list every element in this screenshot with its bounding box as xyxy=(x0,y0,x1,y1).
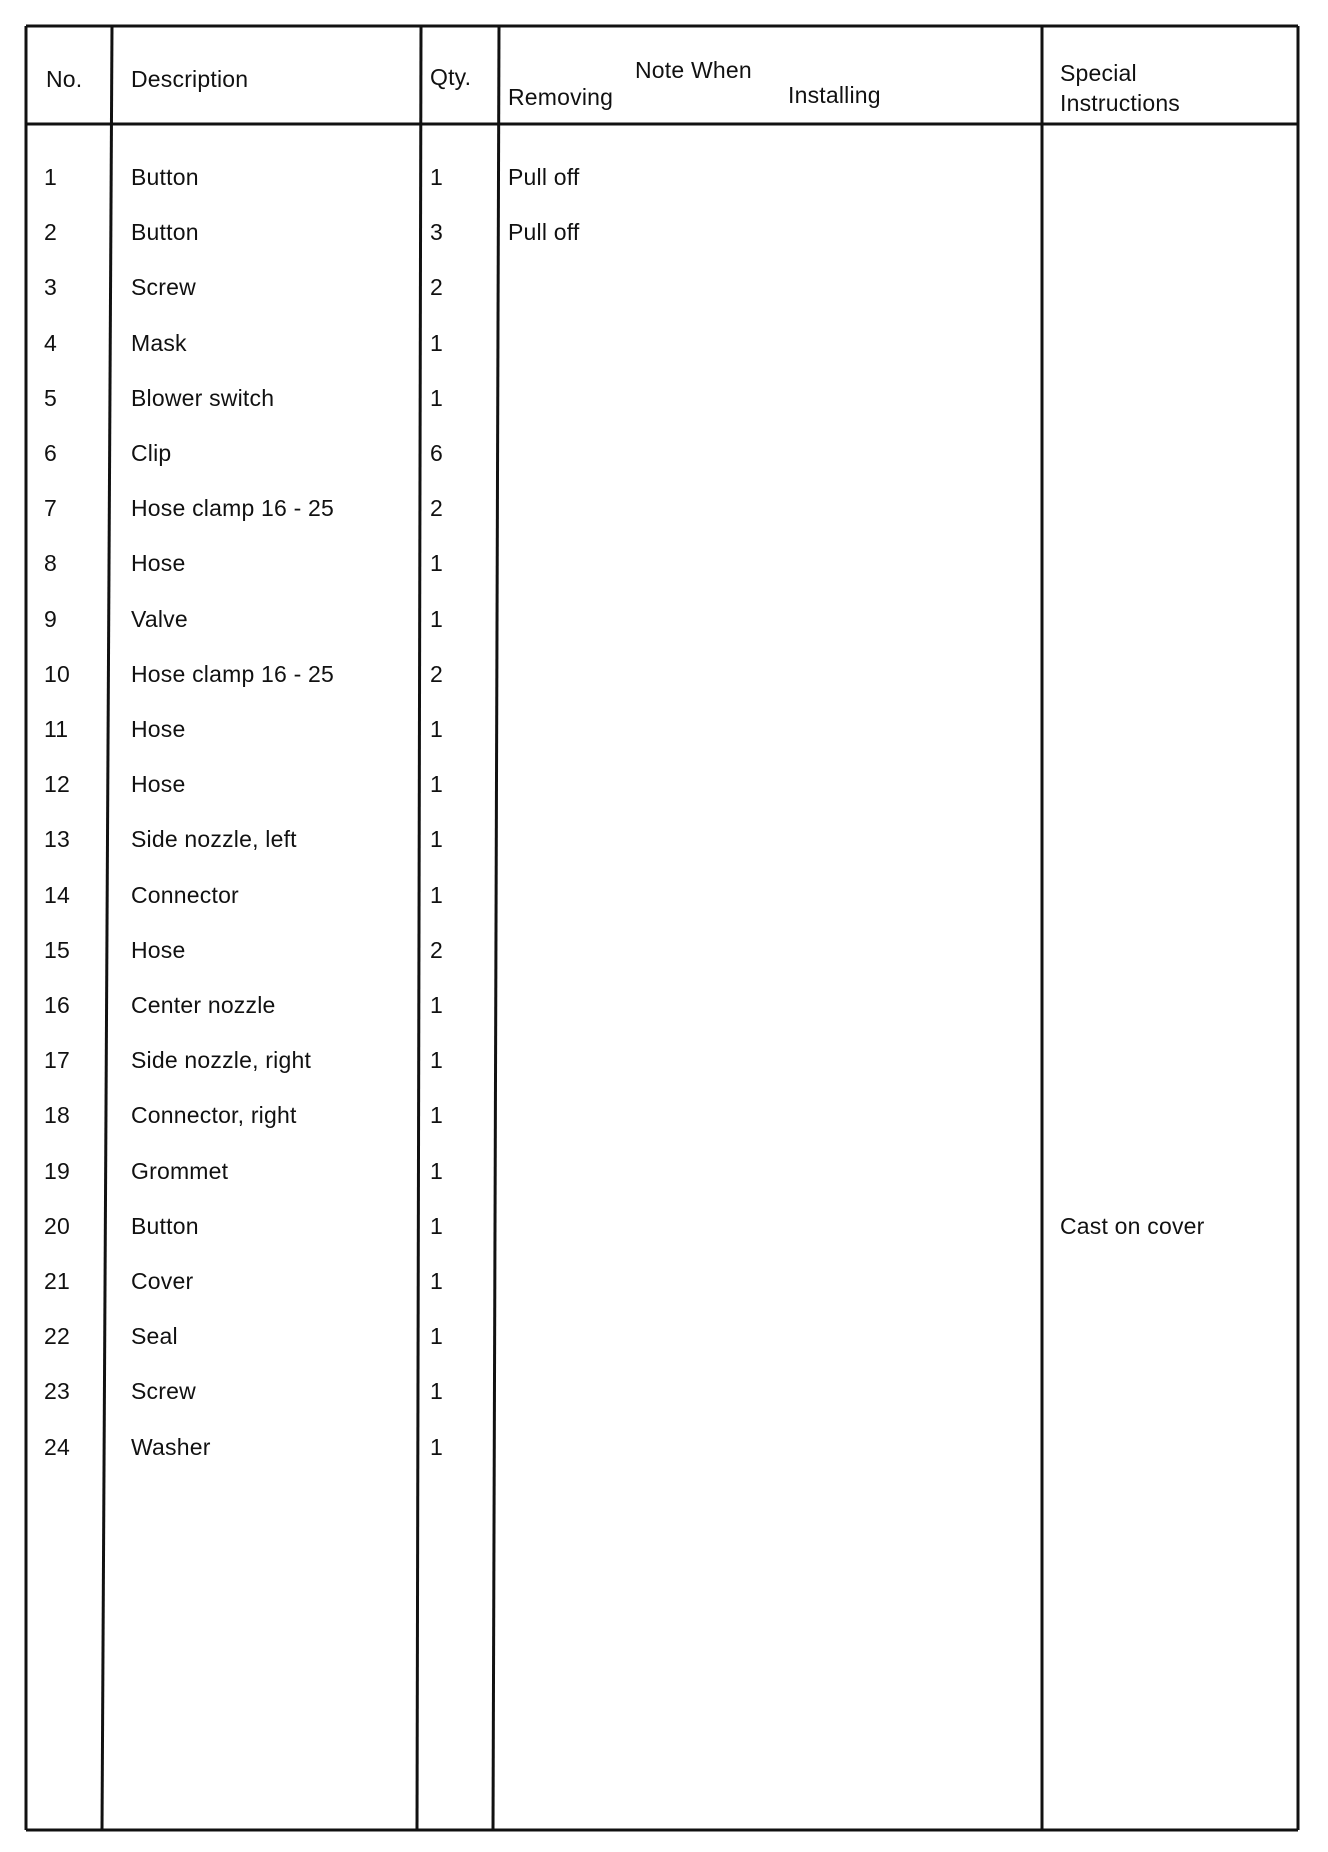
row-no: 7 xyxy=(44,495,57,521)
divider-description xyxy=(417,26,421,1830)
row-no: 8 xyxy=(44,550,57,576)
row-description: Valve xyxy=(131,606,188,632)
row-no: 23 xyxy=(44,1378,70,1404)
row-no: 15 xyxy=(44,937,70,963)
header-note-when: Note When xyxy=(635,57,752,83)
header-no: No. xyxy=(46,66,83,92)
row-removing: Pull off xyxy=(508,219,580,245)
row-description: Screw xyxy=(131,1378,196,1404)
row-description: Clip xyxy=(131,440,172,466)
row-no: 9 xyxy=(44,606,57,632)
row-description: Blower switch xyxy=(131,385,275,411)
row-no: 20 xyxy=(44,1213,70,1239)
header-instructions: Instructions xyxy=(1060,90,1181,116)
row-description: Side nozzle, left xyxy=(131,826,297,852)
row-qty: 2 xyxy=(430,274,443,300)
header-qty: Qty. xyxy=(430,64,472,90)
row-description: Button xyxy=(131,164,199,190)
divider-qty xyxy=(493,26,499,1830)
row-no: 16 xyxy=(44,992,70,1018)
row-description: Center nozzle xyxy=(131,992,276,1018)
row-no: 19 xyxy=(44,1158,70,1184)
row-description: Hose clamp 16 - 25 xyxy=(131,661,335,687)
row-qty: 1 xyxy=(430,826,443,852)
row-description: Hose xyxy=(131,550,186,576)
row-qty: 2 xyxy=(430,661,443,687)
row-description: Connector xyxy=(131,882,239,908)
row-qty: 1 xyxy=(430,1158,443,1184)
row-no: 12 xyxy=(44,771,70,797)
row-qty: 1 xyxy=(430,1323,443,1349)
row-qty: 2 xyxy=(430,937,443,963)
row-description: Button xyxy=(131,219,199,245)
row-no: 13 xyxy=(44,826,70,852)
header-installing: Installing xyxy=(788,82,881,108)
row-qty: 1 xyxy=(430,330,443,356)
row-description: Connector, right xyxy=(131,1102,297,1128)
row-no: 4 xyxy=(44,330,57,356)
row-qty: 1 xyxy=(430,1434,443,1460)
header-description: Description xyxy=(131,66,249,92)
row-description: Hose xyxy=(131,771,186,797)
row-qty: 1 xyxy=(430,882,443,908)
row-qty: 2 xyxy=(430,495,443,521)
row-qty: 1 xyxy=(430,992,443,1018)
row-no: 22 xyxy=(44,1323,70,1349)
header-special: Special xyxy=(1060,60,1137,86)
row-qty: 1 xyxy=(430,1378,443,1404)
row-qty: 1 xyxy=(430,771,443,797)
row-qty: 1 xyxy=(430,550,443,576)
row-no: 2 xyxy=(44,219,57,245)
row-description: Hose clamp 16 - 25 xyxy=(131,495,335,521)
row-no: 3 xyxy=(44,274,57,300)
row-description: Washer xyxy=(131,1434,211,1460)
row-description: Grommet xyxy=(131,1158,229,1184)
row-description: Hose xyxy=(131,716,186,742)
row-no: 17 xyxy=(44,1047,70,1073)
parts-table xyxy=(24,24,1300,1832)
row-description: Button xyxy=(131,1213,199,1239)
row-qty: 1 xyxy=(430,164,443,190)
row-qty: 1 xyxy=(430,385,443,411)
row-no: 14 xyxy=(44,882,70,908)
row-no: 18 xyxy=(44,1102,70,1128)
row-no: 1 xyxy=(44,164,57,190)
divider-no xyxy=(102,26,112,1830)
row-description: Side nozzle, right xyxy=(131,1047,312,1073)
row-no: 21 xyxy=(44,1268,70,1294)
row-qty: 3 xyxy=(430,219,443,245)
row-description: Cover xyxy=(131,1268,194,1294)
row-description: Seal xyxy=(131,1323,178,1349)
header-removing: Removing xyxy=(508,84,614,110)
row-qty: 1 xyxy=(430,716,443,742)
row-no: 6 xyxy=(44,440,57,466)
row-qty: 1 xyxy=(430,1268,443,1294)
table-grid xyxy=(24,24,1300,1832)
row-qty: 1 xyxy=(430,1102,443,1128)
row-no: 11 xyxy=(44,716,69,742)
row-description: Hose xyxy=(131,937,186,963)
row-qty: 1 xyxy=(430,1047,443,1073)
row-qty: 1 xyxy=(430,606,443,632)
row-description: Screw xyxy=(131,274,196,300)
row-qty: 6 xyxy=(430,440,443,466)
row-no: 5 xyxy=(44,385,57,411)
row-no: 24 xyxy=(44,1434,70,1460)
row-qty: 1 xyxy=(430,1213,443,1239)
row-special: Cast on cover xyxy=(1060,1213,1205,1239)
row-no: 10 xyxy=(44,661,70,687)
row-removing: Pull off xyxy=(508,164,580,190)
row-description: Mask xyxy=(131,330,187,356)
